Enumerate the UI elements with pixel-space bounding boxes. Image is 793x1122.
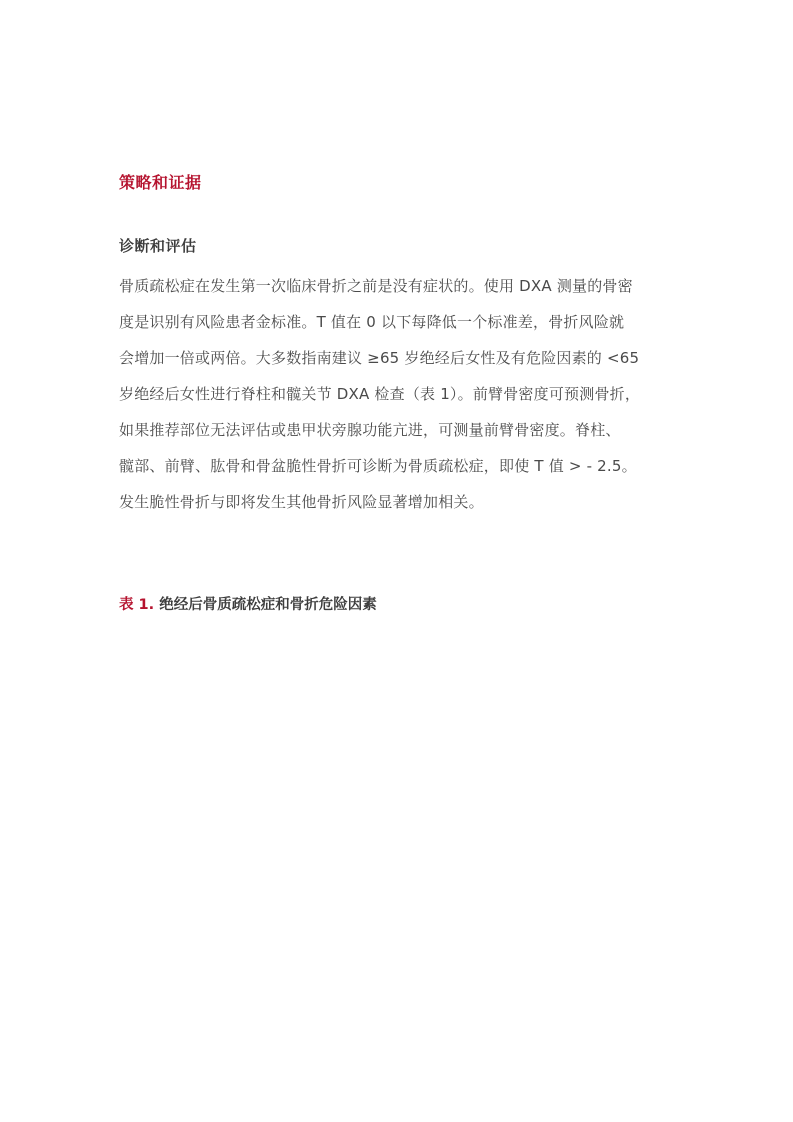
table-caption-label: 表 1. bbox=[119, 597, 155, 613]
subsection-title: 诊断和评估 bbox=[119, 237, 197, 255]
paragraph-line: 发生脆性骨折与即将发生其他骨折风险显著增加相关。 bbox=[119, 493, 484, 511]
body-paragraph bbox=[119, 268, 679, 520]
section-title: 策略和证据 bbox=[119, 173, 202, 192]
paragraph-line: 会增加一倍或两倍。大多数指南建议 ≥65 岁绝经后女性及有危险因素的 <65 bbox=[119, 349, 640, 367]
paragraph-line: 如果推荐部位无法评估或患甲状旁腺功能亢进，可测量前臂骨密度。脊柱、 bbox=[119, 421, 621, 439]
paragraph-line: 度是识别有风险患者金标准。T 值在 0 以下每降低一个标准差，骨折风险就 bbox=[119, 313, 625, 331]
paragraph-line: 骨质疏松症在发生第一次临床骨折之前是没有症状的。使用 DXA 测量的骨密 bbox=[119, 277, 633, 295]
paragraph-line: 岁绝经后女性进行脊柱和髋关节 DXA 检查（表 1）。前臂骨密度可预测骨折， bbox=[119, 385, 641, 403]
table-caption bbox=[119, 593, 377, 614]
table-caption-text: 绝经后骨质疏松症和骨折危险因素 bbox=[159, 597, 377, 613]
paragraph-line: 髋部、前臂、肱骨和骨盆脆性骨折可诊断为骨质疏松症，即使 T 值 > - 2.5。 bbox=[119, 457, 637, 475]
